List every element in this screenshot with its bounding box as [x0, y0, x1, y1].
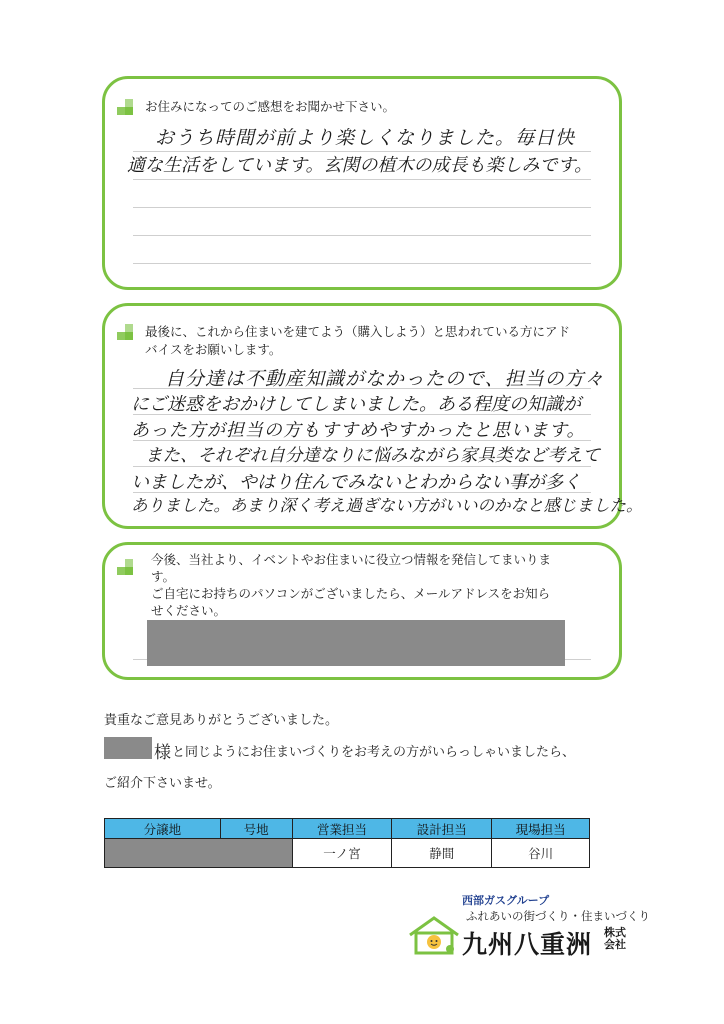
design-rep-cell: 静間	[392, 839, 492, 868]
answer-rule	[133, 179, 591, 180]
question-label: お住みになってのご感想をお聞かせ下さい。	[145, 99, 396, 114]
question-label: 最後に、これから住まいを建てよう（購入しよう）と思われている方にアド	[145, 324, 571, 339]
header-site: 現場担当	[492, 819, 590, 839]
handwritten-answer-line: ありました。あまり深く考え過ぎない方がいいのかなと感じました。	[131, 496, 643, 515]
answer-rule	[133, 263, 591, 264]
handwritten-answer-line: いましたが、やはり住んでみないとわからない事が多く	[131, 472, 581, 493]
handwritten-answer-line: 適な生活をしています。玄関の植木の成長も楽しみです。	[127, 155, 593, 176]
bullet-icon	[117, 99, 137, 119]
info-box-email	[102, 542, 622, 680]
handwritten-answer-line: おうち時間が前より楽しくなりました。毎日快	[155, 127, 576, 149]
company-suffix: 株式会社	[604, 926, 626, 951]
redacted-email-address	[147, 620, 565, 666]
bullet-icon	[117, 324, 137, 344]
redacted-lot-cell	[105, 839, 293, 868]
bullet-icon	[117, 559, 137, 579]
company-name: 九州八重洲	[462, 930, 593, 959]
answer-rule	[133, 235, 591, 236]
header-lot-number: 号地	[220, 819, 292, 839]
info-text: ご自宅にお持ちのパソコンがございましたら、メールアドレスをお知ら	[151, 586, 551, 601]
referral-text-end: ご紹介下さいませ。	[104, 776, 221, 791]
header-lot: 分譲地	[105, 819, 221, 839]
honorific-sama: 様	[154, 743, 171, 763]
table-row	[105, 839, 590, 868]
feedback-box-impressions	[102, 76, 622, 290]
handwritten-answer-line: にご迷惑をおかけしてしまいました。ある程度の知識が	[131, 394, 581, 415]
redacted-customer-name	[104, 737, 152, 759]
header-sales: 営業担当	[292, 819, 392, 839]
house-logo-icon	[406, 915, 462, 955]
referral-text: と同じようにお住まいづくりをお考えの方がいらっしゃいましたら、	[172, 745, 576, 760]
feedback-box-advice	[102, 303, 643, 529]
thanks-text: 貴重なご意見ありがとうございました。	[104, 713, 339, 728]
table-header-row	[105, 819, 590, 839]
info-text: 今後、当社より、イベントやお住まいに役立つ情報を発信してまいりま	[151, 552, 552, 567]
handwritten-answer-line: あった方が担当の方もすすめやすかったと思います。	[131, 420, 586, 441]
question-label: バイスをお願いします。	[145, 342, 282, 357]
group-name: 西部ガスグループ	[462, 894, 550, 907]
answer-rule	[133, 207, 591, 208]
sales-rep-cell: 一ノ宮	[292, 839, 392, 868]
handwritten-answer-line: 自分達は不動産知識がなかったので、担当の方々	[165, 368, 605, 390]
handwritten-answer-line: また、それぞれ自分達なりに悩みながら家具类など考えて	[145, 446, 600, 466]
info-text: せください。	[151, 603, 227, 618]
header-design: 設計担当	[392, 819, 492, 839]
staff-assignment-table	[104, 818, 590, 868]
info-text: す。	[151, 569, 176, 584]
site-rep-cell: 谷川	[492, 839, 590, 868]
company-slogan: ふれあいの街づくり・住まいづくり	[466, 909, 650, 923]
